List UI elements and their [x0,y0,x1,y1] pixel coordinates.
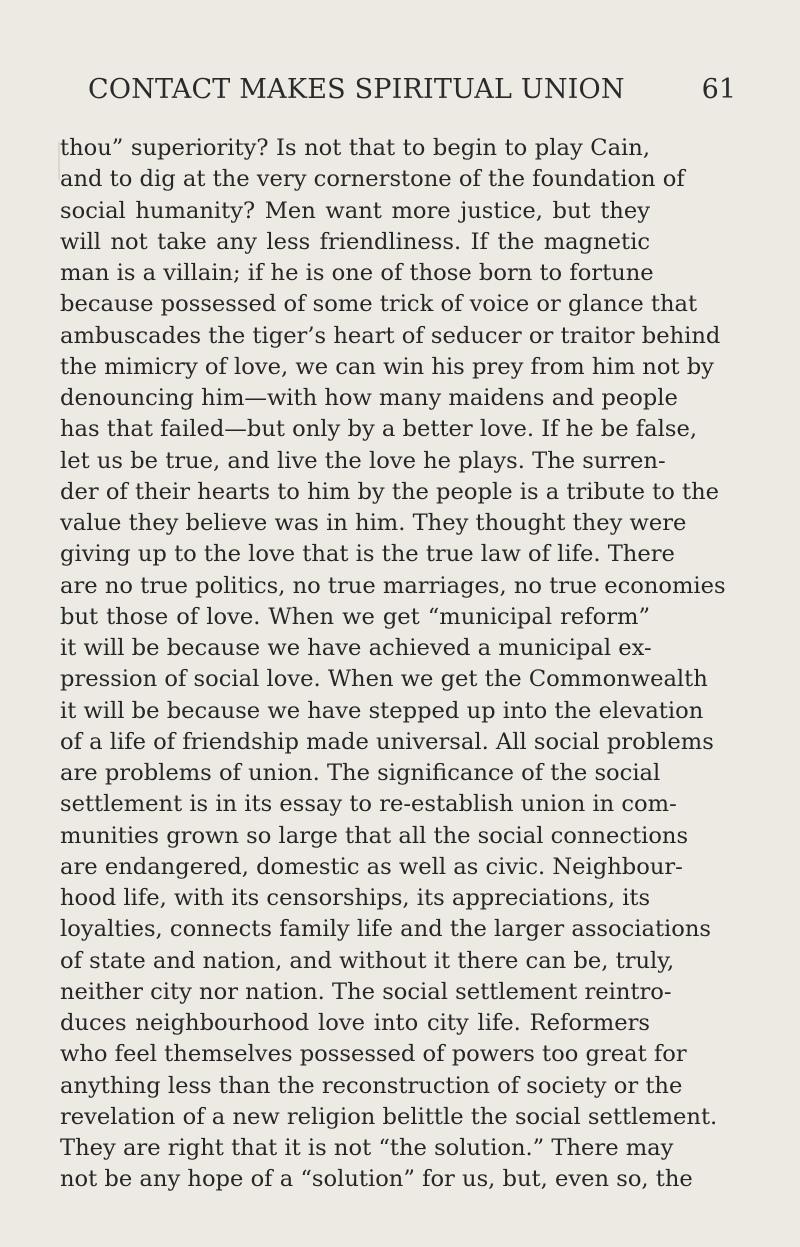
text-line: not be any hope of a “solution” for us, but, even so, the [60,1166,693,1193]
page-number: 61 [701,74,736,105]
text-line: giving up to the love that is the true law of life. There [60,541,675,568]
text-line: and to dig at the very cornerstone of the foundation of [60,166,685,193]
running-head [88,74,736,114]
text-line: loyalties, connects family life and the larger associations [60,916,712,943]
text-line: anything less than the reconstruction of society or the [60,1072,683,1099]
text-line: settlement is in its essay to re-establish union in com- [60,791,677,818]
text-line: neither city nor nation. The social settlement reintro- [60,978,672,1005]
text-line: social humanity? Men want more justice, but they [60,197,650,224]
text-line: denouncing him—with how many maidens and people [60,385,678,411]
text-line: has that failed—but only by a better love. If he be false, [60,416,698,443]
text-line: munities grown so large that all the social connections [60,822,689,849]
text-line: of state and nation, and without it there can be, truly, [60,947,675,974]
text-line: are problems of union. The significance of the social [60,760,661,786]
text-line: der of their hearts to him by the people is a tribute to the [60,478,720,505]
text-line: thou” superiority? Is not that to begin to play Cain, [60,135,650,161]
body-text [60,133,726,1196]
text-line: They are right that it is not “the solution.” There may [60,1135,674,1161]
text-line: ambuscades the tiger’s heart of seducer or traitor behind [60,322,721,349]
text-line: let us be true, and live the love he plays. The surren- [60,447,666,474]
text-line: of a life of friendship made universal. All social problems [60,728,714,755]
running-title: CONTACT MAKES SPIRITUAL UNION [88,74,625,105]
text-line: value they believe was in him. They thought they were [60,510,687,536]
text-line: duces neighbourhood love into city life. Reformers [60,1010,650,1036]
text-line: the mimicry of love, we can win his prey from him not by [60,353,714,380]
text-line: it will be because we have stepped up into the elevation [60,697,704,724]
text-line: are endangered, domestic as well as civic. Neighbour- [60,853,683,880]
text-line: will not take any less friendliness. If the magnetic [60,228,650,255]
text-line: who feel themselves possessed of powers too great for [60,1041,687,1068]
text-line: but those of love. When we get “municipal reform” [60,603,650,630]
text-line: pression of social love. When we get the Commonwealth [60,666,708,693]
text-line: man is a villain; if he is one of those born to fortune [60,260,654,286]
text-line: it will be because we have achieved a municipal ex- [60,635,652,661]
text-line: revelation of a new religion belittle the social settlement. [60,1103,718,1130]
text-line: hood life, with its censorships, its appreciations, its [60,885,651,911]
text-line: are no true politics, no true marriages, no true economies [60,572,726,599]
text-line: because possessed of some trick of voice or glance that [60,291,698,318]
